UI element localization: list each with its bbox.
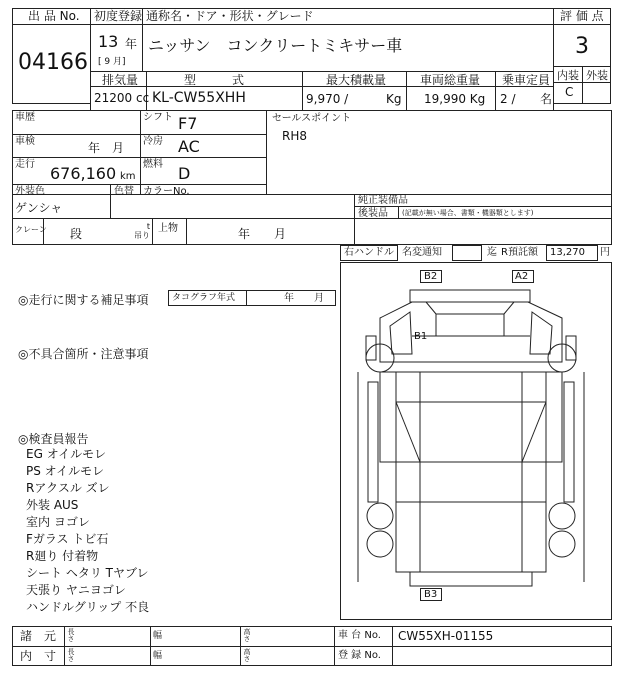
inspection-label: 車検 bbox=[15, 136, 35, 147]
mount-date: 年 月 bbox=[238, 227, 287, 241]
model-label: 型 式 bbox=[184, 73, 245, 87]
inspector-line: PS オイルモレ bbox=[26, 464, 105, 478]
inspector-line: EG オイルモレ bbox=[26, 447, 107, 461]
model-value: KL-CW55XHH bbox=[152, 90, 246, 106]
gross-weight-label: 車両総重量 bbox=[420, 73, 481, 87]
first-registration-year: 13 bbox=[98, 32, 119, 51]
score-label: 評 価 点 bbox=[560, 9, 604, 23]
crane-stage: 段 bbox=[70, 227, 83, 241]
score: 3 bbox=[575, 34, 589, 59]
inspector-line: シート ヘタリ Tヤブレ bbox=[26, 566, 149, 580]
inspector-line: 外装 AUS bbox=[26, 498, 79, 512]
sales-point-label: セールスポイント bbox=[272, 113, 352, 124]
inspection-value: 年 月 bbox=[88, 141, 125, 155]
panel-b3-label: B3 bbox=[424, 589, 438, 600]
color-code-label: カラーNo. bbox=[143, 186, 190, 197]
interior-grade: C bbox=[565, 85, 574, 99]
inspector-report-list bbox=[26, 448, 149, 618]
height-label-1: 高さ bbox=[243, 628, 251, 642]
walk-label: 迄 bbox=[487, 247, 497, 258]
shift-value: F7 bbox=[178, 114, 198, 133]
length-label-2: 長さ bbox=[67, 648, 75, 662]
vehicle-name-label: 通称名・ドア・形状・グレード bbox=[146, 9, 314, 23]
inspector-line: Fガラス トビ石 bbox=[26, 532, 109, 546]
name-change-label: 名変通知 bbox=[402, 247, 442, 258]
truck-diagram bbox=[340, 262, 612, 620]
aftermarket-note: (記載が無い場合、書類・機器類とします) bbox=[402, 209, 534, 217]
displacement-value: 21200 cc bbox=[94, 91, 150, 105]
lot-number: 04166 bbox=[18, 50, 88, 75]
mileage-label: 走行 bbox=[15, 159, 35, 170]
lot-number-label: 出 品 No. bbox=[28, 9, 80, 23]
interior-label: 内装 bbox=[557, 69, 579, 82]
displacement-label: 排気量 bbox=[102, 73, 139, 87]
fuel-value: D bbox=[178, 164, 191, 183]
color-value: ゲンシャ bbox=[15, 201, 63, 215]
max-load-value: 9,970 / bbox=[306, 92, 349, 106]
inspector-report-label: ◎検査員報告 bbox=[18, 432, 89, 446]
vehicle-name: ニッサン コンクリートミキサー車 bbox=[148, 36, 403, 55]
history-label: 車歴 bbox=[15, 112, 35, 123]
capacity-unit: 名 bbox=[540, 92, 553, 106]
crane-label: クレーン bbox=[15, 225, 47, 234]
name-change-box bbox=[452, 245, 482, 261]
genuine-equip-label: 純正装備品 bbox=[358, 195, 408, 206]
max-load-unit: Kg bbox=[386, 92, 402, 106]
exterior-label: 外装 bbox=[586, 69, 608, 82]
gross-weight-value: 19,990 Kg bbox=[424, 92, 486, 106]
panel-b1-label: B1 bbox=[414, 331, 428, 342]
running-notes-label: ◎走行に関する補足事項 bbox=[18, 293, 149, 307]
ac-value: AC bbox=[178, 137, 200, 156]
panel-b2-label: B2 bbox=[424, 271, 438, 282]
chassis-label: 車 台 No. bbox=[338, 630, 381, 641]
color-label: 外装色 bbox=[15, 186, 45, 197]
width-label-2: 幅 bbox=[153, 651, 163, 661]
specs-row-label: 諸 元 bbox=[20, 629, 57, 643]
aftermarket-label: 後装品 bbox=[358, 208, 388, 219]
first-registration-label: 初度登録 bbox=[94, 9, 143, 23]
ac-label: 冷房 bbox=[143, 136, 163, 147]
crane-tonnage: t 吊り bbox=[134, 222, 150, 240]
defect-notes-label: ◎不具合箇所・注意事項 bbox=[18, 347, 149, 361]
recycle-deposit-label: R預託額 bbox=[501, 247, 538, 258]
shift-label: シフト bbox=[143, 112, 173, 123]
color-no-label: 色替 bbox=[114, 186, 134, 197]
first-registration-year-unit: 年 bbox=[125, 37, 138, 51]
capacity-value: 2 / bbox=[500, 92, 516, 106]
sales-point-value: RH8 bbox=[282, 129, 307, 143]
mount-label: 上物 bbox=[158, 223, 178, 234]
height-label-2: 高さ bbox=[243, 648, 251, 662]
length-label-1: 長さ bbox=[67, 628, 75, 642]
inspector-line: 室内 ヨゴレ bbox=[26, 515, 90, 529]
rhd-label: 右ハンドル bbox=[344, 247, 394, 258]
panel-a2-label: A2 bbox=[515, 271, 529, 282]
width-label-1: 幅 bbox=[153, 631, 163, 641]
recycle-deposit-unit: 円 bbox=[600, 247, 610, 258]
inspector-line: ハンドルグリップ 不良 bbox=[26, 600, 150, 614]
fuel-label: 燃料 bbox=[143, 159, 163, 170]
registration-label: 登 録 No. bbox=[338, 650, 381, 661]
recycle-deposit-value: 13,270 bbox=[550, 247, 585, 258]
capacity-label: 乗車定員 bbox=[502, 73, 551, 87]
mileage-value: 676,160 bbox=[50, 164, 117, 183]
chassis-value: CW55XH-01155 bbox=[398, 629, 494, 643]
inspector-line: R廻り 付着物 bbox=[26, 549, 99, 563]
inspector-line: Rアクスル ズレ bbox=[26, 481, 110, 495]
tachograph-value: 年 月 bbox=[284, 293, 324, 304]
first-registration-month: [ 9 月] bbox=[98, 57, 126, 67]
inspector-line: 天張り ヤニヨゴレ bbox=[26, 583, 126, 597]
tachograph-label: タコグラフ年式 bbox=[172, 293, 236, 303]
mileage-unit: km bbox=[120, 171, 136, 182]
max-load-label: 最大積載量 bbox=[326, 73, 387, 87]
inner-dimensions-label: 内 寸 bbox=[20, 649, 57, 663]
